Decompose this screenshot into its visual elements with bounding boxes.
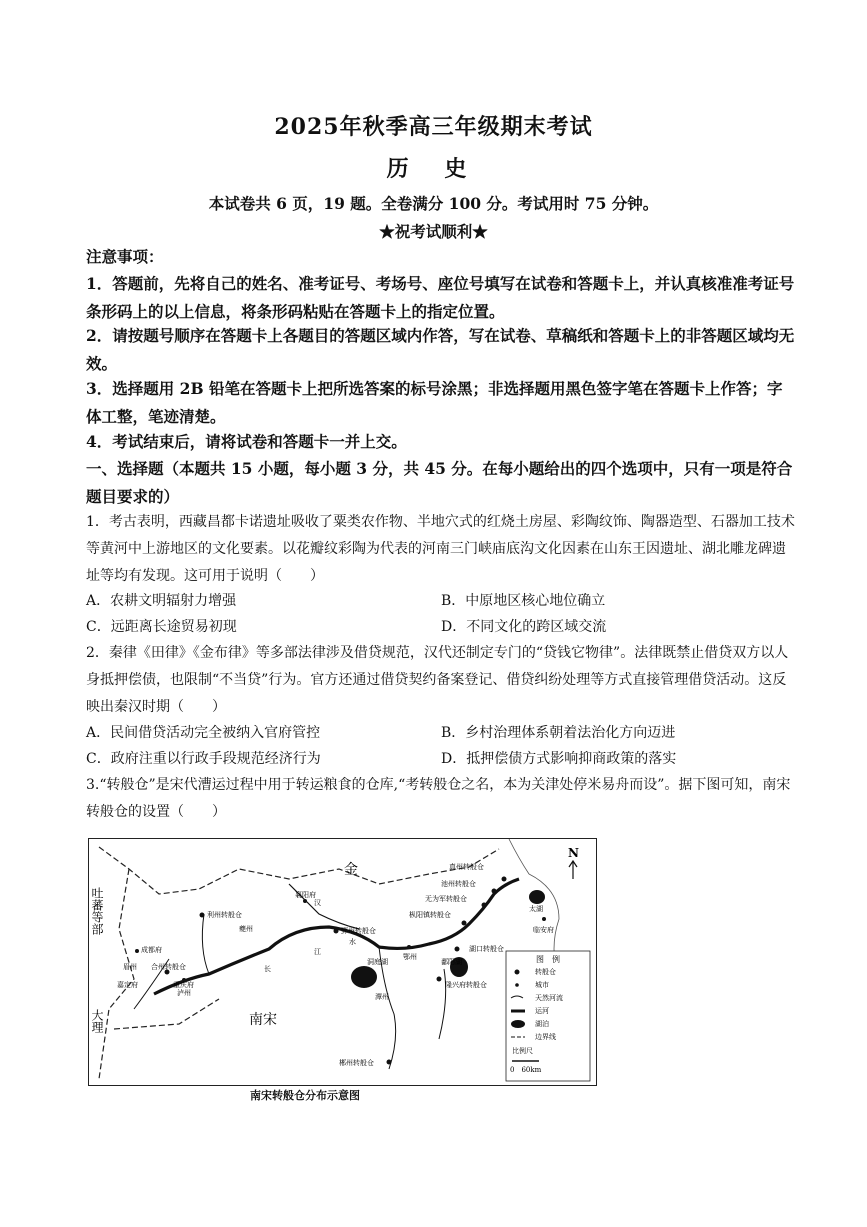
- note-3: 3．选择题用 2B 铅笔在答题卡上把所选答案的标号涂黑；非选择题用黑色签字笔在答题卡上作答；字体工整，笔迹清楚。: [86, 379, 783, 426]
- north-arrow-icon: [569, 861, 577, 879]
- wuwei-label: 无为军转般仓: [425, 895, 467, 903]
- legend-scale-title: 比例尺: [512, 1047, 533, 1055]
- legend-scale: 0 60km: [510, 1066, 542, 1074]
- southern-song-granary-map: [88, 838, 597, 1086]
- north-arrow-label: N: [568, 846, 579, 860]
- q1-option-c: C．远距离长途贸易初现: [86, 619, 237, 635]
- taihu-lake-shape: [529, 890, 545, 904]
- yingzhou-label: 郢州转般仓: [341, 927, 376, 935]
- luzhou-label: 泸州: [177, 989, 191, 997]
- legend-city: 城市: [535, 981, 549, 989]
- note-4: 4．考试结束后，请将试卷和答题卡一并上交。: [86, 432, 407, 451]
- dongting-label: 洞庭湖: [367, 958, 388, 966]
- q1-option-b: B．中原地区核心地位确立: [441, 593, 606, 609]
- shui-label: 水: [349, 938, 356, 946]
- subject-title: 历 史: [386, 156, 481, 182]
- note-2: 2．请按题号顺序在答题卡上各题目的答题区域内作答，写在试卷、草稿纸和答题卡上的非答题区域均无效。: [86, 326, 795, 373]
- q2-option-c: C．政府注重以行政手段规范经济行为: [86, 751, 321, 767]
- xiangyang-label: 襄阳府: [295, 891, 316, 899]
- jiang-label: 江: [314, 948, 321, 956]
- map-svg: [89, 839, 596, 1085]
- jin-border: [99, 847, 499, 894]
- southern-song-label: 南宋: [249, 1012, 277, 1028]
- dali-border: [114, 999, 219, 1029]
- xiazhou-label: 夔州: [239, 925, 253, 933]
- legend-canal: 运河: [535, 1007, 549, 1015]
- map-caption: 南宋转般仓分布示意图: [250, 1089, 360, 1102]
- legend-granary: 转般仓: [535, 968, 556, 976]
- hezhou-label: 合州转般仓: [151, 963, 186, 971]
- exam-intro: 本试卷共 6 页，19 题。全卷满分 100 分。考试用时 75 分钟。: [208, 194, 659, 213]
- zhenzhou-label: 真州转般仓: [449, 863, 484, 871]
- tubo-label: 吐蕃等部: [90, 887, 104, 935]
- taihu-label: 太湖: [529, 905, 543, 913]
- chongqing-label: 重庆府: [173, 981, 194, 989]
- q2-option-d: D．抵押偿债方式影响抑商政策的落实: [441, 751, 677, 767]
- west-border: [99, 869, 134, 1079]
- hukou-label: 湖口转般仓: [469, 945, 504, 953]
- notes-heading: 注意事项：: [86, 247, 164, 266]
- jialing-river: [202, 914, 209, 974]
- q2-option-a: A．民间借贷活动完全被纳入官府管控: [86, 725, 321, 741]
- legend-border: 边界线: [535, 1033, 556, 1041]
- dongting-lake-shape: [351, 966, 377, 988]
- map-legend: [506, 951, 590, 1081]
- lizhou-label: 利州转般仓: [207, 911, 242, 919]
- chizhou-label: 池州转般仓: [441, 880, 476, 888]
- chengdu-label: 成都府: [141, 946, 162, 954]
- q1-option-d: D．不同文化的跨区域交流: [441, 619, 607, 635]
- jin-label: 金: [344, 862, 358, 878]
- exam-title: 2025年秋季高三年级期末考试: [274, 114, 593, 140]
- question-3-stem: 3.“转般仓”是宋代漕运过程中用于转运粮食的仓库,“考转般仓之名，本为关津处停米易舟而设”。据下图可知，南宋转般仓的设置（ ）: [86, 777, 791, 820]
- meizhou-label: 眉州: [123, 963, 137, 971]
- question-2-stem: 2．秦律《田律》《金布律》等多部法律涉及借贷规范，汉代还制定专门的“贷钱它物律”。法律既禁止借贷双方以人身抵押偿债，也限制“不当贷”行为。官方还通过借贷契约备案登记、借贷纠纷处理等方式直接管理借贷活动。这反映出秦汉时期（ ）: [86, 645, 789, 715]
- jiading-label: 嘉定府: [117, 981, 138, 989]
- note-1: 1．答题前，先将自己的姓名、准考证号、考场号、座位号填写在试卷和答题卡上，并认真核准准考证号条形码上的以上信息，将条形码粘贴在答题卡上的指定位置。: [86, 274, 795, 321]
- section-heading: 一、选择题（本题共 15 小题，每小题 3 分，共 45 分。在每小题给出的四个选项中，只有一项是符合题目要求的）: [86, 459, 793, 506]
- fengyang-label: 枞阳镇转般仓: [409, 911, 451, 919]
- q1-option-a: A．农耕文明辐射力增强: [86, 593, 237, 609]
- legend-lake: 湖泊: [535, 1020, 549, 1028]
- q2-option-b: B．乡村治理体系朝着法治化方向迈进: [441, 725, 676, 741]
- question-1-stem: 1．考古表明，西藏昌都卡诺遗址吸收了粟类农作物、半地穴式的红烧土房屋、彩陶纹饰、陶器造型、石器加工技术等黄河中上游地区的文化要素。以花瓣纹彩陶为代表的河南三门峡庙底沟文化因素在山东王因遗址、湖北雕龙碑遗址等均有发现。这可用于说明（ ）: [86, 514, 795, 584]
- ezhou-label: 鄂州: [403, 953, 417, 961]
- dali-label: 大理: [90, 1009, 104, 1033]
- tanzhou-label: 潭州: [375, 993, 389, 1001]
- poyang-label: 鄱阳湖: [441, 958, 462, 966]
- longxing-label: 隆兴府转般仓: [445, 981, 487, 989]
- legend-river: 天然河流: [535, 994, 563, 1002]
- good-luck-line: ★祝考试顺利★: [379, 222, 488, 241]
- chenzhou-label: 郴州转般仓: [339, 1059, 374, 1067]
- han-label: 汉: [314, 899, 321, 907]
- legend-title: 图 例: [536, 955, 560, 964]
- lintan-label: 临安府: [533, 926, 554, 934]
- chang-label: 长: [264, 965, 271, 973]
